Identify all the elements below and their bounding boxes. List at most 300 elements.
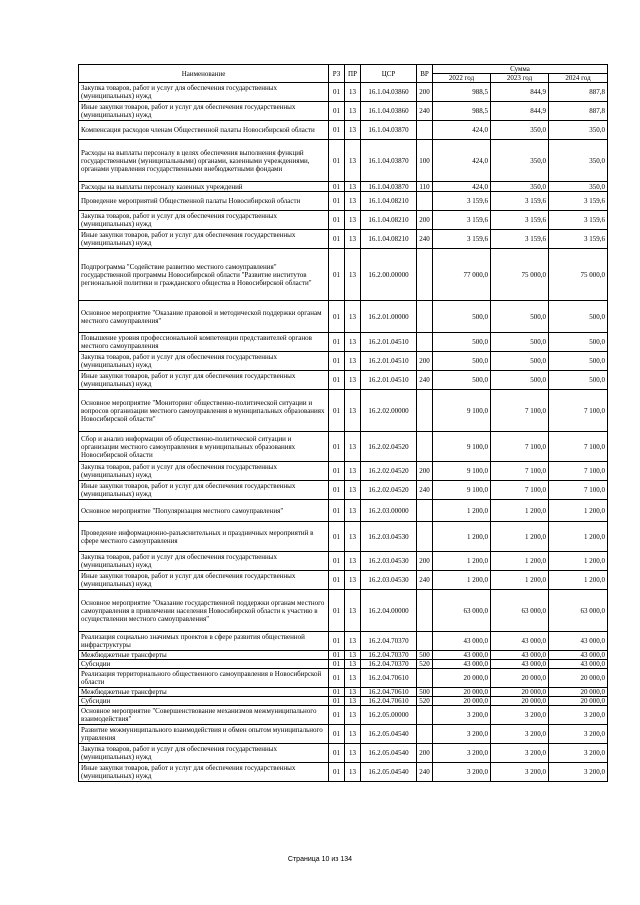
row-value-2023: 500,0 [491,333,549,352]
row-value-2024: 20 000,0 [549,697,608,706]
row-vr [417,632,433,651]
page-footer: Страница 10 из 134 [287,856,353,863]
row-csr: 16.2.04.70370 [361,660,417,669]
row-csr: 16.2.05.04540 [361,744,417,763]
row-csr: 16.2.02.04520 [361,481,417,500]
row-value-2023: 500,0 [491,352,549,371]
row-rz: 01 [329,744,345,763]
row-csr: 16.2.05.00000 [361,706,417,725]
row-rz: 01 [329,522,345,552]
row-pr: 13 [345,571,361,590]
row-value-2024: 7 100,0 [549,432,608,462]
row-csr: 16.1.04.08210 [361,230,417,249]
row-pr: 13 [345,192,361,211]
row-csr: 16.1.04.03870 [361,121,417,140]
row-name: Развитие межмуниципального взаимодействия и обмен опытом муниципального управления [79,725,329,744]
row-value-2022: 9 100,0 [433,481,491,500]
row-pr: 13 [345,500,361,522]
row-value-2023: 63 000,0 [491,590,549,632]
row-value-2023: 43 000,0 [491,651,549,660]
row-pr: 13 [345,590,361,632]
row-name: Субсидии [79,697,329,706]
row-value-2022: 3 200,0 [433,706,491,725]
row-name: Повышение уровня профессиональной компетенции представителей органов местного самоуправления [79,333,329,352]
row-csr: 16.1.04.03860 [361,83,417,102]
row-rz: 01 [329,140,345,182]
table-row [79,230,608,249]
row-value-2023: 3 200,0 [491,744,549,763]
row-rz: 01 [329,660,345,669]
row-value-2023: 75 000,0 [491,249,549,301]
row-csr: 16.1.04.08210 [361,192,417,211]
table-row [79,140,608,182]
row-rz: 01 [329,651,345,660]
row-name: Закупка товаров, работ и услуг для обеспечения государственных (муниципальных) нужд [79,83,329,102]
table-row [79,651,608,660]
row-rz: 01 [329,390,345,432]
row-value-2023: 350,0 [491,140,549,182]
row-value-2022: 3 200,0 [433,725,491,744]
row-value-2024: 20 000,0 [549,688,608,697]
row-name: Основное мероприятие "Совершенствование механизмов межмуниципального взаимодействия" [79,706,329,725]
row-rz: 01 [329,83,345,102]
row-rz: 01 [329,590,345,632]
row-pr: 13 [345,706,361,725]
row-rz: 01 [329,632,345,651]
row-name: Иные закупки товаров, работ и услуг для обеспечения государственных (муниципальных) нужд [79,102,329,121]
row-value-2024: 20 000,0 [549,669,608,688]
row-pr: 13 [345,725,361,744]
row-rz: 01 [329,121,345,140]
row-pr: 13 [345,352,361,371]
row-pr: 13 [345,481,361,500]
row-value-2023: 43 000,0 [491,660,549,669]
header-year-2023: 2023 год [491,74,549,83]
row-value-2024: 3 200,0 [549,706,608,725]
row-rz: 01 [329,697,345,706]
row-csr: 16.2.03.00000 [361,500,417,522]
row-rz: 01 [329,571,345,590]
row-value-2022: 424,0 [433,121,491,140]
row-value-2022: 3 200,0 [433,744,491,763]
row-rz: 01 [329,333,345,352]
table-row [79,697,608,706]
row-rz: 01 [329,182,345,192]
row-value-2023: 3 159,6 [491,192,549,211]
row-value-2024: 43 000,0 [549,660,608,669]
table-row [79,706,608,725]
row-pr: 13 [345,102,361,121]
header-name: Наименование [79,65,329,83]
row-pr: 13 [345,462,361,481]
row-rz: 01 [329,432,345,462]
row-rz: 01 [329,230,345,249]
row-value-2024: 1 200,0 [549,500,608,522]
row-pr: 13 [345,230,361,249]
row-pr: 13 [345,432,361,462]
row-vr [417,249,433,301]
row-name: Закупка товаров, работ и услуг для обеспечения государственных (муниципальных) нужд [79,744,329,763]
table-row [79,688,608,697]
row-vr: 200 [417,462,433,481]
row-vr [417,121,433,140]
row-name: Иные закупки товаров, работ и услуг для обеспечения государственных (муниципальных) нужд [79,571,329,590]
table-row [79,249,608,301]
row-csr: 16.2.01.00000 [361,301,417,333]
row-rz: 01 [329,763,345,782]
row-value-2024: 350,0 [549,121,608,140]
row-rz: 01 [329,249,345,301]
row-rz: 01 [329,688,345,697]
row-value-2023: 20 000,0 [491,669,549,688]
row-vr [417,706,433,725]
row-value-2022: 20 000,0 [433,669,491,688]
row-value-2023: 3 159,6 [491,211,549,230]
row-value-2024: 1 200,0 [549,552,608,571]
row-csr: 16.2.03.04530 [361,522,417,552]
row-value-2022: 3 200,0 [433,763,491,782]
row-value-2022: 9 100,0 [433,462,491,481]
table-row [79,481,608,500]
row-csr: 16.2.04.70610 [361,669,417,688]
row-value-2023: 7 100,0 [491,390,549,432]
row-rz: 01 [329,706,345,725]
row-vr: 100 [417,140,433,182]
row-vr: 200 [417,552,433,571]
row-pr: 13 [345,333,361,352]
row-value-2024: 500,0 [549,301,608,333]
table-row [79,121,608,140]
row-value-2023: 20 000,0 [491,697,549,706]
row-value-2022: 500,0 [433,301,491,333]
table-row [79,301,608,333]
row-value-2023: 20 000,0 [491,688,549,697]
row-rz: 01 [329,481,345,500]
row-csr: 16.1.04.08210 [361,211,417,230]
row-rz: 01 [329,192,345,211]
row-csr: 16.2.05.04540 [361,725,417,744]
row-rz: 01 [329,462,345,481]
row-name: Иные закупки товаров, работ и услуг для обеспечения государственных (муниципальных) нужд [79,763,329,782]
row-value-2024: 500,0 [549,352,608,371]
row-value-2022: 77 000,0 [433,249,491,301]
row-pr: 13 [345,744,361,763]
row-csr: 16.2.04.00000 [361,590,417,632]
row-value-2023: 1 200,0 [491,552,549,571]
row-value-2024: 3 159,6 [549,192,608,211]
table-row [79,390,608,432]
row-name: Реализация территориального общественного самоуправления в Новосибирской области [79,669,329,688]
row-pr: 13 [345,301,361,333]
table-row [79,371,608,390]
row-vr: 500 [417,651,433,660]
table-row [79,632,608,651]
row-value-2024: 3 200,0 [549,725,608,744]
row-csr: 16.2.04.70370 [361,632,417,651]
row-vr: 520 [417,660,433,669]
row-vr: 240 [417,763,433,782]
row-value-2024: 3 200,0 [549,763,608,782]
row-value-2023: 350,0 [491,121,549,140]
table-row [79,432,608,462]
row-vr: 240 [417,481,433,500]
budget-table [78,64,608,782]
row-name: Межбюджетные трансферты [79,688,329,697]
row-value-2024: 3 200,0 [549,744,608,763]
row-vr: 500 [417,688,433,697]
row-vr: 520 [417,697,433,706]
row-value-2023: 3 200,0 [491,706,549,725]
row-name: Закупка товаров, работ и услуг для обеспечения государственных (муниципальных) нужд [79,352,329,371]
table-row [79,660,608,669]
row-value-2022: 3 159,6 [433,192,491,211]
row-name: Расходы на выплаты персоналу в целях обеспечения выполнения функций государственными (муниципальными) органами, казенными учреждениями, органами управления государственными внебюджетными фондами [79,140,329,182]
table-row [79,462,608,481]
row-csr: 16.2.04.70370 [361,651,417,660]
table-row [79,590,608,632]
row-pr: 13 [345,660,361,669]
row-value-2022: 1 200,0 [433,500,491,522]
table-row [79,571,608,590]
row-rz: 01 [329,211,345,230]
row-rz: 01 [329,500,345,522]
row-csr: 16.2.00.00000 [361,249,417,301]
row-pr: 13 [345,632,361,651]
row-value-2023: 1 200,0 [491,571,549,590]
row-vr: 200 [417,83,433,102]
row-value-2022: 20 000,0 [433,697,491,706]
row-value-2023: 844,9 [491,83,549,102]
row-vr [417,500,433,522]
row-rz: 01 [329,352,345,371]
row-pr: 13 [345,669,361,688]
row-vr [417,590,433,632]
row-value-2022: 9 100,0 [433,432,491,462]
row-value-2022: 500,0 [433,333,491,352]
table-row [79,552,608,571]
header-year-2024: 2024 год [549,74,608,83]
row-vr [417,301,433,333]
row-value-2024: 7 100,0 [549,462,608,481]
row-value-2022: 43 000,0 [433,660,491,669]
table-row [79,83,608,102]
header-year-2022: 2022 год [433,74,491,83]
table-row [79,522,608,552]
row-pr: 13 [345,371,361,390]
table-row [79,763,608,782]
row-csr: 16.2.04.70610 [361,697,417,706]
row-csr: 16.2.02.04520 [361,462,417,481]
row-csr: 16.2.02.00000 [361,390,417,432]
row-name: Закупка товаров, работ и услуг для обеспечения государственных (муниципальных) нужд [79,552,329,571]
row-name: Закупка товаров, работ и услуг для обеспечения государственных (муниципальных) нужд [79,462,329,481]
row-value-2024: 350,0 [549,182,608,192]
row-pr: 13 [345,522,361,552]
table-row [79,333,608,352]
row-vr: 240 [417,571,433,590]
row-pr: 13 [345,390,361,432]
row-pr: 13 [345,83,361,102]
row-rz: 01 [329,301,345,333]
row-value-2024: 3 159,6 [549,211,608,230]
row-value-2024: 3 159,6 [549,230,608,249]
row-value-2023: 844,9 [491,102,549,121]
row-name: Компенсация расходов членам Общественной палаты Новосибирской области [79,121,329,140]
header-rz: РЗ [329,65,345,83]
row-pr: 13 [345,182,361,192]
row-vr [417,522,433,552]
row-vr [417,725,433,744]
row-vr [417,669,433,688]
row-value-2024: 75 000,0 [549,249,608,301]
row-value-2023: 3 200,0 [491,763,549,782]
row-pr: 13 [345,552,361,571]
row-value-2023: 3 200,0 [491,725,549,744]
row-pr: 13 [345,121,361,140]
row-pr: 13 [345,249,361,301]
row-value-2024: 1 200,0 [549,522,608,552]
row-rz: 01 [329,669,345,688]
row-csr: 16.1.04.03860 [361,102,417,121]
row-name: Закупка товаров, работ и услуг для обеспечения государственных (муниципальных) нужд [79,211,329,230]
row-name: Иные закупки товаров, работ и услуг для обеспечения государственных (муниципальных) нужд [79,481,329,500]
row-value-2022: 1 200,0 [433,552,491,571]
row-pr: 13 [345,763,361,782]
row-csr: 16.2.05.04540 [361,763,417,782]
row-value-2024: 500,0 [549,371,608,390]
table-row [79,211,608,230]
row-vr: 240 [417,102,433,121]
row-value-2024: 63 000,0 [549,590,608,632]
row-value-2022: 424,0 [433,182,491,192]
row-vr: 200 [417,352,433,371]
row-name: Проведение информационно-разъяснительных и праздничных мероприятий в сфере местного самоуправления [79,522,329,552]
row-value-2022: 988,5 [433,83,491,102]
header-csr: ЦСР [361,65,417,83]
row-value-2022: 500,0 [433,371,491,390]
row-pr: 13 [345,697,361,706]
row-name: Подпрограмма "Содействие развитию местного самоуправления" государственной программы Новосибирской области "Развитие институтов региональной политики и гражданского общества в Новосибирской области" [79,249,329,301]
row-vr: 110 [417,182,433,192]
row-csr: 16.2.02.04520 [361,432,417,462]
row-rz: 01 [329,725,345,744]
row-value-2022: 3 159,6 [433,211,491,230]
row-value-2023: 350,0 [491,182,549,192]
row-name: Межбюджетные трансферты [79,651,329,660]
row-value-2022: 1 200,0 [433,522,491,552]
row-name: Расходы на выплаты персоналу казенных учреждений [79,182,329,192]
row-value-2022: 20 000,0 [433,688,491,697]
row-name: Реализация социально значимых проектов в сфере развития общественной инфраструктуры [79,632,329,651]
row-csr: 16.1.04.03870 [361,140,417,182]
table-body [79,83,608,782]
table-row [79,500,608,522]
row-value-2023: 7 100,0 [491,481,549,500]
table-row [79,725,608,744]
row-vr [417,333,433,352]
row-name: Основное мероприятие "Оказание государственной поддержки органам местного самоуправления в привлечении населения Новосибирской области к участию в осуществлении местного самоуправления" [79,590,329,632]
row-value-2024: 350,0 [549,140,608,182]
row-csr: 16.2.03.04530 [361,552,417,571]
row-value-2022: 43 000,0 [433,651,491,660]
row-value-2023: 500,0 [491,301,549,333]
row-value-2022: 500,0 [433,352,491,371]
row-value-2022: 9 100,0 [433,390,491,432]
row-name: Проведение мероприятий Общественной палаты Новосибирской области [79,192,329,211]
row-value-2024: 43 000,0 [549,651,608,660]
row-name: Иные закупки товаров, работ и услуг для обеспечения государственных (муниципальных) нужд [79,371,329,390]
row-value-2023: 500,0 [491,371,549,390]
row-value-2022: 63 000,0 [433,590,491,632]
row-vr [417,390,433,432]
row-name: Сбор и анализ информации об общественно-политической ситуации и организации местного самоуправления в муниципальных образованиях Новосибирской области [79,432,329,462]
table-row [79,192,608,211]
header-vr: ВР [417,65,433,83]
table-row [79,744,608,763]
table-row [79,102,608,121]
row-name: Иные закупки товаров, работ и услуг для обеспечения государственных (муниципальных) нужд [79,230,329,249]
row-value-2024: 7 100,0 [549,481,608,500]
row-vr: 240 [417,371,433,390]
row-csr: 16.2.04.70610 [361,688,417,697]
row-csr: 16.1.04.03870 [361,182,417,192]
header-sum: Сумма [433,65,608,74]
row-value-2023: 1 200,0 [491,522,549,552]
row-pr: 13 [345,211,361,230]
table-row [79,182,608,192]
row-value-2023: 7 100,0 [491,432,549,462]
table-row [79,352,608,371]
table-row [79,669,608,688]
row-value-2024: 887,8 [549,102,608,121]
row-name: Основное мероприятие "Оказание правовой и методической поддержки органам местного самоуправления" [79,301,329,333]
row-csr: 16.2.03.04530 [361,571,417,590]
row-value-2024: 7 100,0 [549,390,608,432]
row-rz: 01 [329,102,345,121]
row-value-2024: 887,8 [549,83,608,102]
row-pr: 13 [345,140,361,182]
row-vr [417,192,433,211]
row-csr: 16.2.01.04510 [361,371,417,390]
row-pr: 13 [345,651,361,660]
row-value-2022: 424,0 [433,140,491,182]
row-csr: 16.2.01.04510 [361,352,417,371]
row-value-2023: 1 200,0 [491,500,549,522]
row-value-2022: 43 000,0 [433,632,491,651]
row-value-2023: 3 159,6 [491,230,549,249]
row-vr: 200 [417,744,433,763]
row-value-2022: 988,5 [433,102,491,121]
row-rz: 01 [329,371,345,390]
row-name: Основное мероприятие "Популяризация местного самоуправления" [79,500,329,522]
row-csr: 16.2.01.04510 [361,333,417,352]
row-vr: 240 [417,230,433,249]
row-vr [417,432,433,462]
row-value-2023: 43 000,0 [491,632,549,651]
row-pr: 13 [345,688,361,697]
row-value-2024: 500,0 [549,333,608,352]
row-name: Субсидии [79,660,329,669]
row-rz: 01 [329,552,345,571]
row-name: Основное мероприятие "Мониторинг общественно-политической ситуации и вопросов организации местного самоуправления в муниципальных образованиях Новосибирской области" [79,390,329,432]
row-value-2022: 1 200,0 [433,571,491,590]
row-value-2022: 3 159,6 [433,230,491,249]
row-value-2024: 43 000,0 [549,632,608,651]
row-vr: 200 [417,211,433,230]
row-value-2023: 7 100,0 [491,462,549,481]
row-value-2024: 1 200,0 [549,571,608,590]
header-pr: ПР [345,65,361,83]
